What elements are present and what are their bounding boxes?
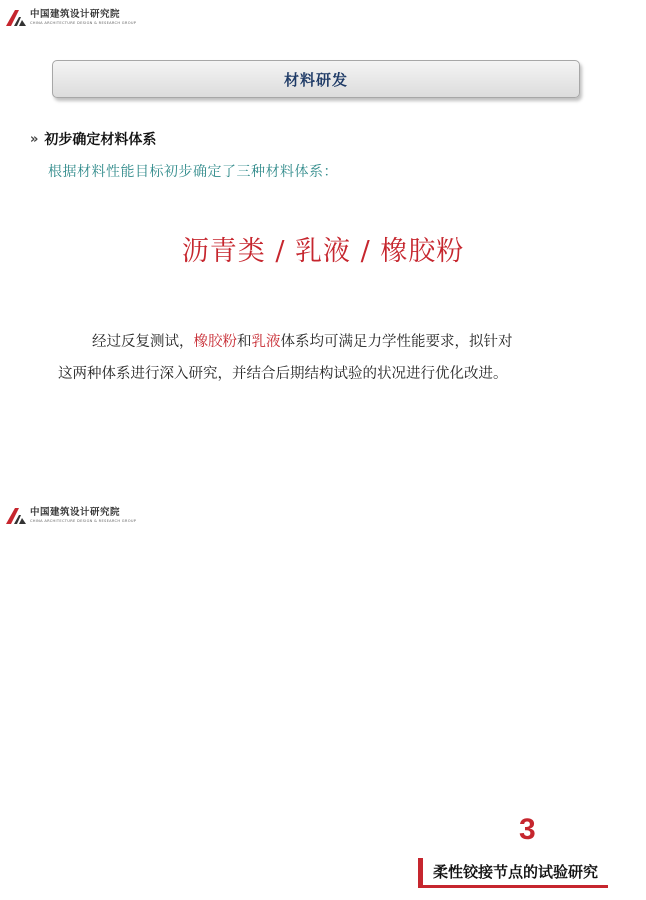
highlight-rubber-powder: 橡胶粉 [193, 334, 237, 350]
logo-name-cn: 中国建筑设计研究院 [30, 9, 121, 21]
logo-name-en: CHINA ARCHITECTURE DESIGN & RESEARCH GROUP [30, 20, 137, 25]
logo-bottom [6, 508, 136, 524]
bullet-heading [30, 129, 156, 149]
paragraph-text: 和 [237, 334, 252, 350]
page-number: 3 [519, 813, 536, 846]
logo-top [6, 10, 136, 26]
paragraph-text: 经过反复测试， [92, 334, 194, 350]
bullet-heading-text: 初步确定材料体系 [44, 132, 157, 148]
title-bar [52, 60, 580, 98]
highlight-emulsion: 乳液 [251, 334, 281, 350]
paragraph-text: 体系均可满足力学性能要求，拟针对 [280, 334, 513, 350]
footer-bar [418, 858, 608, 888]
page-title: 材料研发 [283, 70, 348, 89]
logo-name-cn: 中国建筑设计研究院 [30, 507, 121, 519]
footer-title: 柔性铰接节点的试验研究 [432, 863, 598, 881]
logo-name-en: CHINA ARCHITECTURE DESIGN & RESEARCH GROUP [30, 518, 137, 523]
logo-mark-icon [6, 10, 26, 26]
paragraph-line-2: 这两种体系进行深入研究，并结合后期结构试验的状况进行优化改进。 [58, 366, 508, 382]
subtitle: 根据材料性能目标初步确定了三种材料体系： [48, 164, 338, 180]
material-systems: 沥青类 / 乳液 / 橡胶粉 [181, 236, 465, 267]
chevron-right-icon: » [30, 131, 39, 147]
paragraph-line-1 [92, 330, 513, 351]
logo-mark-icon [6, 508, 26, 524]
